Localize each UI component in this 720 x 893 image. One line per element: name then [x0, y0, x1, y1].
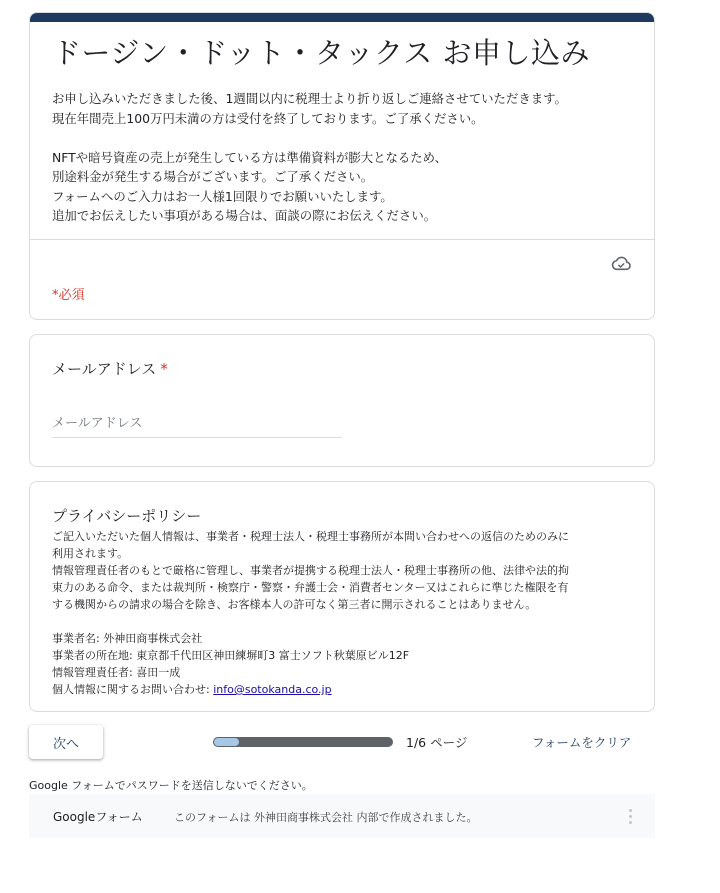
form-title: ドージン・ドット・タックス お申し込み — [52, 36, 590, 70]
header-accent-bar — [30, 13, 654, 22]
description-line: お申し込みいただきました後、1週間以内に税理士より折り返しご連絡させていただきます。 — [52, 91, 567, 106]
next-button[interactable]: 次へ — [29, 725, 103, 759]
google-forms-logo[interactable]: Googleフォーム — [53, 810, 143, 824]
more-vert-icon[interactable] — [625, 806, 637, 826]
privacy-line: ご記入いただいた個人情報は、事業者・税理士法人・税理士事務所が本問い合わせへの返信のためのみに — [52, 530, 569, 543]
footer-created-by: このフォームは 外神田商事株式会社 内部で作成されました。 — [174, 811, 478, 824]
email-input[interactable] — [52, 409, 342, 438]
description-gap — [52, 128, 642, 148]
menu-dot — [629, 821, 632, 824]
form-description — [52, 89, 642, 226]
page-indicator: 1/6 ページ — [406, 735, 468, 750]
privacy-line: する機関からの請求の場合を除き、お客様本人の許可なく第三者に開示されることはありません。 — [52, 598, 537, 611]
description-line: NFTや暗号資産の売上が発生している方は準備資料が膨大となるため、 — [52, 149, 447, 165]
email-question-label: メールアドレス — [52, 360, 157, 378]
privacy-line: 情報管理責任者のもとで厳格に管理し、事業者が提携する税理士法人・税理士事務所の他、法律や法的拘 — [52, 564, 569, 577]
privacy-line: 束力のある命令、または裁判所・検察庁・警察・弁護士会・消費者センター又はこれらに準じた権限を有 — [52, 581, 569, 594]
menu-dot — [629, 809, 632, 812]
password-warning: Google フォームでパスワードを送信しないでください。 — [29, 779, 313, 792]
privacy-gap — [52, 613, 647, 630]
privacy-body — [52, 528, 647, 698]
description-line: 現在年間売上100万円未満の方は受付を終了しております。ご了承ください。 — [52, 110, 484, 126]
privacy-contact-label: 個人情報に関するお問い合わせ: — [52, 683, 214, 696]
description-line: 別途料金が発生する場合がございます。ご了承ください。 — [52, 169, 374, 184]
privacy-line: 事業者名: 外神田商事株式会社 — [52, 632, 203, 645]
privacy-title: プライバシーポリシー — [52, 507, 202, 525]
privacy-line: 事業者の所在地: 東京都千代田区神田練塀町3 富士ソフト秋葉原ビル12F — [52, 649, 410, 662]
privacy-line: 利用されます。 — [52, 547, 129, 560]
progress-bar — [213, 737, 393, 747]
required-note: *必須 — [52, 288, 85, 303]
privacy-line: 情報管理責任者: 喜田一成 — [52, 666, 181, 679]
cloud-icon[interactable] — [610, 254, 632, 272]
footer-bar — [29, 794, 655, 838]
clear-form-button[interactable]: フォームをクリア — [532, 735, 632, 750]
email-question-title — [52, 358, 168, 379]
description-line: フォームへのご入力はお一人様1回限りでお願いいたします。 — [52, 188, 393, 204]
privacy-contact-line — [52, 681, 647, 698]
required-mark: * — [160, 360, 168, 378]
header-divider — [30, 239, 654, 240]
description-line: 追加でお伝えしたい事項がある場合は、面談の際にお伝えください。 — [52, 208, 437, 223]
menu-dot — [629, 815, 632, 818]
privacy-contact-email-link[interactable]: info@sotokanda.co.jp — [213, 683, 332, 696]
form-header-card — [29, 12, 655, 320]
progress-bar-fill — [213, 737, 240, 747]
privacy-policy-card — [29, 481, 655, 712]
email-question-card — [29, 334, 655, 467]
